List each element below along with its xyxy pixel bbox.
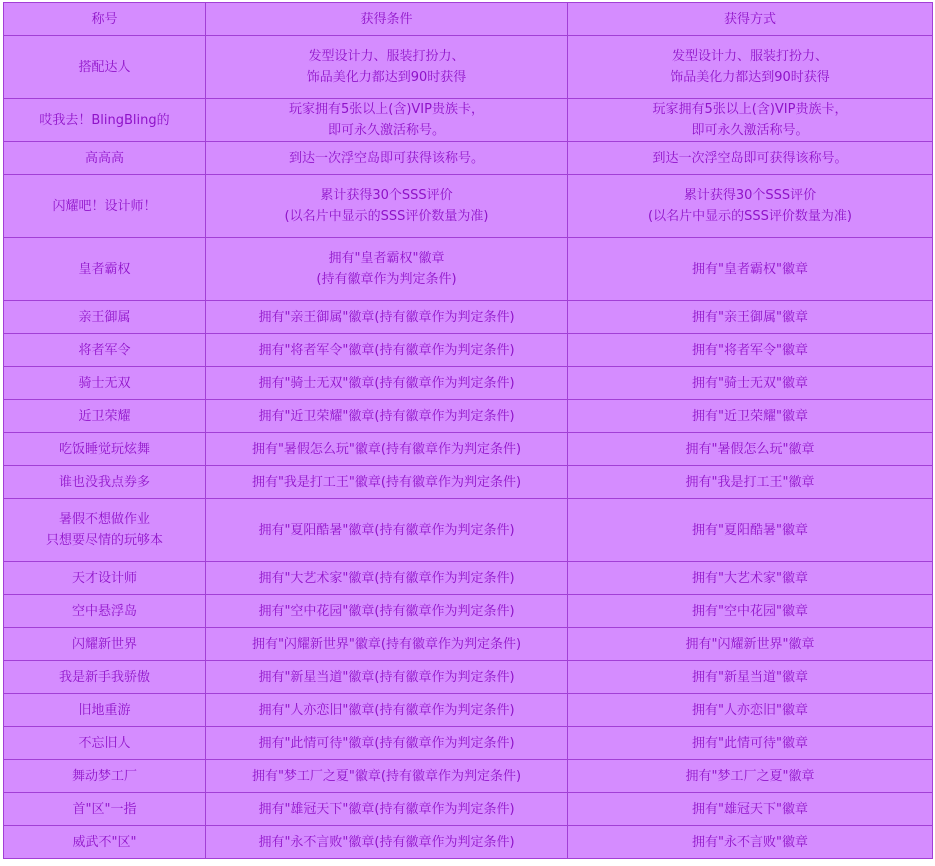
cell-method: 拥有"暑假怎么玩"徽章 <box>568 433 933 466</box>
cell-method: 拥有"空中花园"徽章 <box>568 595 933 628</box>
cell-method: 拥有"梦工厂之夏"徽章 <box>568 760 933 793</box>
cell-title: 旧地重游 <box>4 694 206 727</box>
cell-condition: 累计获得30个SSS评价 (以名片中显示的SSS评价数量为准) <box>206 175 568 238</box>
cell-condition: 拥有"暑假怎么玩"徽章(持有徽章作为判定条件) <box>206 433 568 466</box>
cell-condition: 拥有"新星当道"徽章(持有徽章作为判定条件) <box>206 661 568 694</box>
table-body <box>4 36 933 859</box>
table-row <box>4 400 933 433</box>
cell-condition: 拥有"将者军令"徽章(持有徽章作为判定条件) <box>206 334 568 367</box>
cell-title: 搭配达人 <box>4 36 206 99</box>
table-row <box>4 562 933 595</box>
table-row <box>4 793 933 826</box>
cell-title: 将者军令 <box>4 334 206 367</box>
cell-method: 拥有"亲王御属"徽章 <box>568 301 933 334</box>
cell-condition: 拥有"人亦恋旧"徽章(持有徽章作为判定条件) <box>206 694 568 727</box>
table-row <box>4 36 933 99</box>
header-title: 称号 <box>4 3 206 36</box>
cell-title: 威武不"区" <box>4 826 206 859</box>
cell-condition: 拥有"雄冠天下"徽章(持有徽章作为判定条件) <box>206 793 568 826</box>
cell-condition: 拥有"此情可待"徽章(持有徽章作为判定条件) <box>206 727 568 760</box>
cell-method: 发型设计力、服装打扮力、 饰品美化力都达到90时获得 <box>568 36 933 99</box>
cell-title: 我是新手我骄傲 <box>4 661 206 694</box>
cell-title: 天才设计师 <box>4 562 206 595</box>
table-row <box>4 433 933 466</box>
table-row <box>4 334 933 367</box>
cell-condition: 拥有"空中花园"徽章(持有徽章作为判定条件) <box>206 595 568 628</box>
table-row <box>4 595 933 628</box>
cell-title: 哎我去！BlingBling的 <box>4 99 206 142</box>
cell-condition: 拥有"永不言败"徽章(持有徽章作为判定条件) <box>206 826 568 859</box>
cell-title: 闪耀新世界 <box>4 628 206 661</box>
cell-method: 玩家拥有5张以上(含)VIP贵族卡， 即可永久激活称号。 <box>568 99 933 142</box>
cell-method: 拥有"新星当道"徽章 <box>568 661 933 694</box>
cell-method: 拥有"夏阳酷暑"徽章 <box>568 499 933 562</box>
title-table <box>3 2 933 859</box>
cell-condition: 拥有"闪耀新世界"徽章(持有徽章作为判定条件) <box>206 628 568 661</box>
cell-method: 累计获得30个SSS评价 (以名片中显示的SSS评价数量为准) <box>568 175 933 238</box>
cell-condition: 拥有"皇者霸权"徽章 (持有徽章作为判定条件) <box>206 238 568 301</box>
cell-method: 拥有"近卫荣耀"徽章 <box>568 400 933 433</box>
cell-title: 空中悬浮岛 <box>4 595 206 628</box>
header-condition: 获得条件 <box>206 3 568 36</box>
table-row <box>4 628 933 661</box>
cell-condition: 拥有"夏阳酷暑"徽章(持有徽章作为判定条件) <box>206 499 568 562</box>
table-row <box>4 301 933 334</box>
cell-title: 高高高 <box>4 142 206 175</box>
cell-title: 不忘旧人 <box>4 727 206 760</box>
cell-title: 暑假不想做作业 只想要尽情的玩够本 <box>4 499 206 562</box>
cell-condition: 拥有"近卫荣耀"徽章(持有徽章作为判定条件) <box>206 400 568 433</box>
cell-condition: 拥有"我是打工王"徽章(持有徽章作为判定条件) <box>206 466 568 499</box>
cell-title: 舞动梦工厂 <box>4 760 206 793</box>
header-method: 获得方式 <box>568 3 933 36</box>
cell-condition: 拥有"梦工厂之夏"徽章(持有徽章作为判定条件) <box>206 760 568 793</box>
cell-method: 拥有"永不言败"徽章 <box>568 826 933 859</box>
cell-method: 拥有"大艺术家"徽章 <box>568 562 933 595</box>
header-row <box>4 3 933 36</box>
cell-method: 拥有"我是打工王"徽章 <box>568 466 933 499</box>
table-row <box>4 499 933 562</box>
cell-condition: 发型设计力、服装打扮力、 饰品美化力都达到90时获得 <box>206 36 568 99</box>
table-row <box>4 175 933 238</box>
cell-title: 近卫荣耀 <box>4 400 206 433</box>
cell-method: 拥有"此情可待"徽章 <box>568 727 933 760</box>
cell-title: 闪耀吧！设计师！ <box>4 175 206 238</box>
cell-method: 拥有"将者军令"徽章 <box>568 334 933 367</box>
table-row <box>4 99 933 142</box>
table-row <box>4 826 933 859</box>
cell-method: 拥有"人亦恋旧"徽章 <box>568 694 933 727</box>
cell-condition: 到达一次浮空岛即可获得该称号。 <box>206 142 568 175</box>
cell-condition: 拥有"大艺术家"徽章(持有徽章作为判定条件) <box>206 562 568 595</box>
cell-title: 骑士无双 <box>4 367 206 400</box>
cell-title: 皇者霸权 <box>4 238 206 301</box>
table-row <box>4 238 933 301</box>
cell-method: 拥有"骑士无双"徽章 <box>568 367 933 400</box>
cell-method: 拥有"闪耀新世界"徽章 <box>568 628 933 661</box>
cell-title: 亲王御属 <box>4 301 206 334</box>
cell-title: 谁也没我点券多 <box>4 466 206 499</box>
cell-condition: 拥有"骑士无双"徽章(持有徽章作为判定条件) <box>206 367 568 400</box>
cell-condition: 拥有"亲王御属"徽章(持有徽章作为判定条件) <box>206 301 568 334</box>
table-row <box>4 661 933 694</box>
table-row <box>4 142 933 175</box>
cell-method: 拥有"雄冠天下"徽章 <box>568 793 933 826</box>
table-row <box>4 466 933 499</box>
table-row <box>4 694 933 727</box>
cell-condition: 玩家拥有5张以上(含)VIP贵族卡， 即可永久激活称号。 <box>206 99 568 142</box>
table-row <box>4 727 933 760</box>
cell-title: 首"区"一指 <box>4 793 206 826</box>
cell-title: 吃饭睡觉玩炫舞 <box>4 433 206 466</box>
cell-method: 拥有"皇者霸权"徽章 <box>568 238 933 301</box>
table-row <box>4 367 933 400</box>
table-row <box>4 760 933 793</box>
cell-method: 到达一次浮空岛即可获得该称号。 <box>568 142 933 175</box>
